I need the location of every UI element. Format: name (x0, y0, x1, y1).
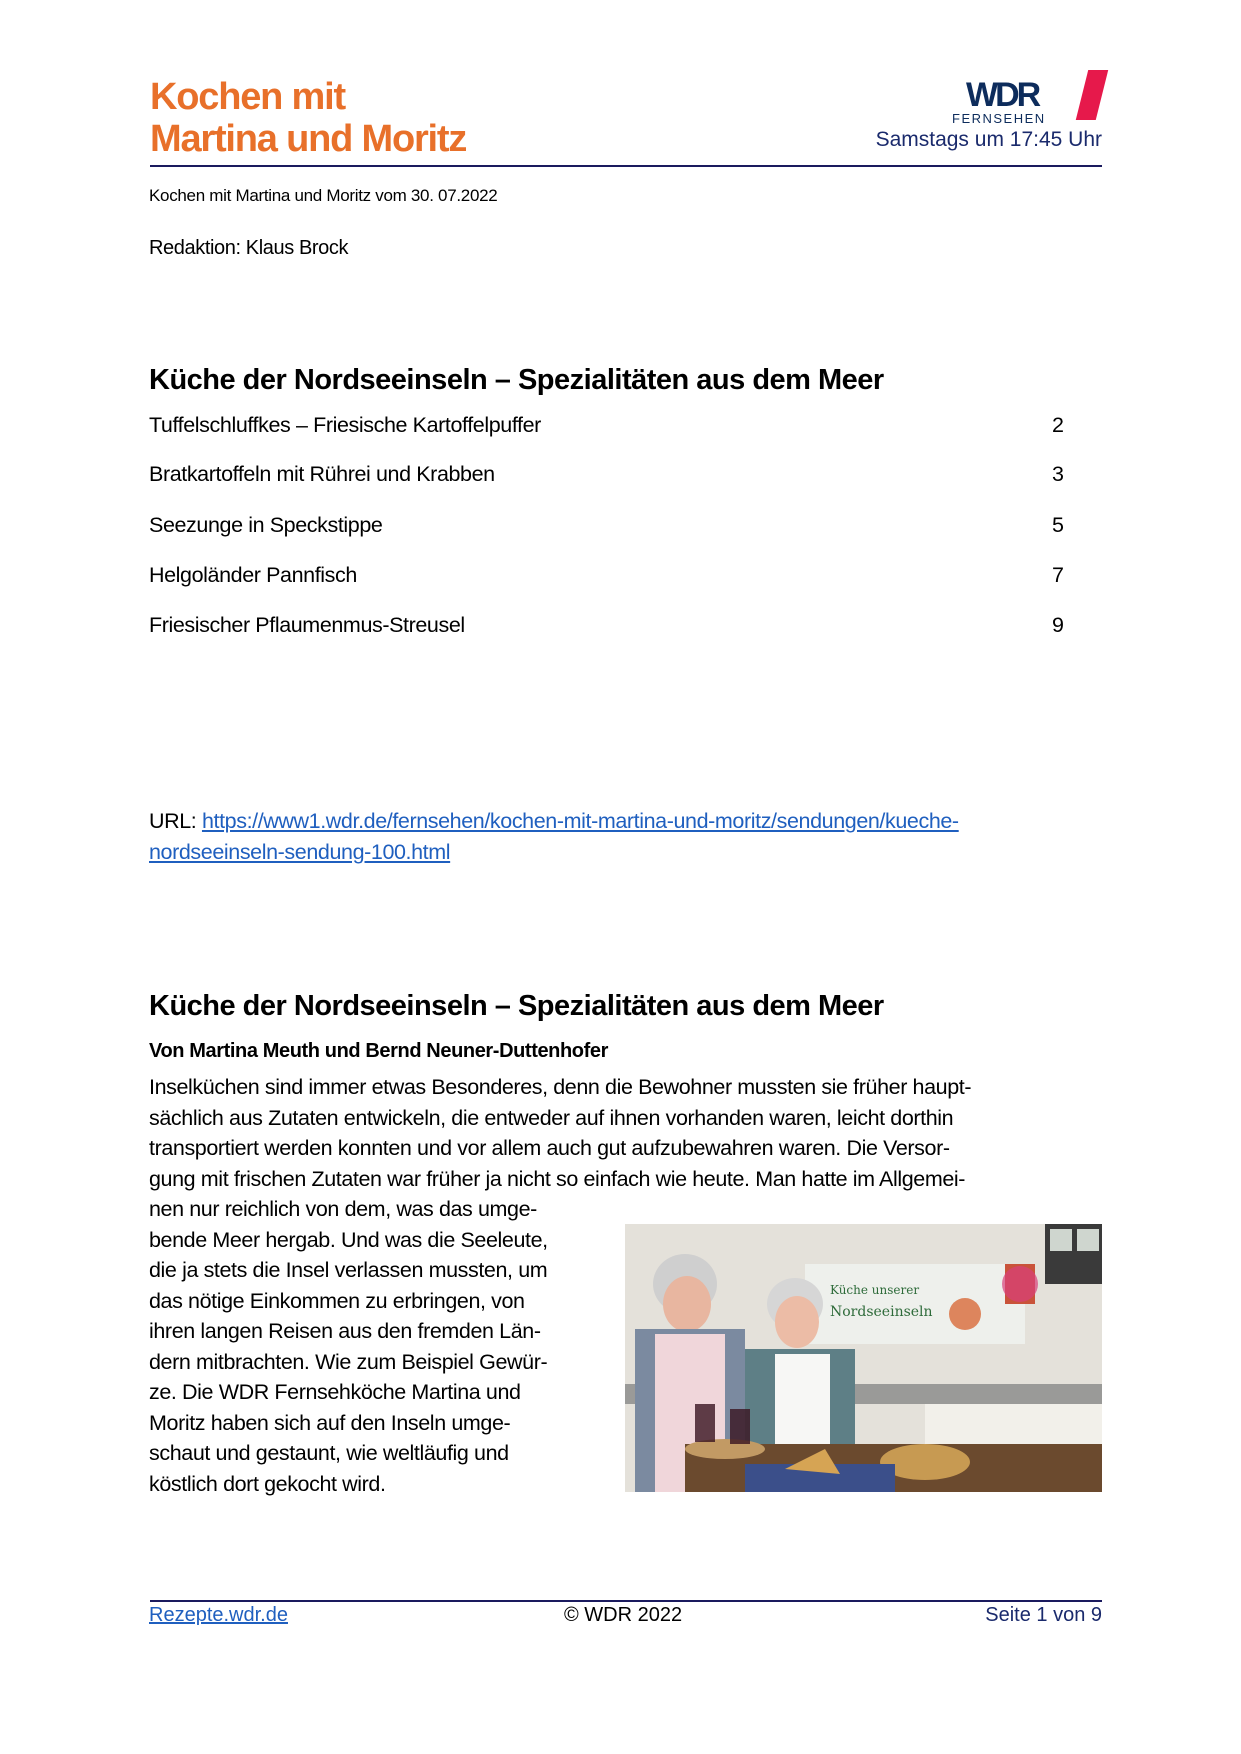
text-line: gung mit frischen Zutaten war früher ja nicht so einfach wie heute. Man hatte im Allgemei- (149, 1166, 966, 1191)
toc-page: 2 (1052, 413, 1064, 437)
toc-item[interactable]: Helgoländer Pannfisch (149, 563, 357, 587)
footer-link[interactable]: Rezepte.wdr.de (149, 1604, 288, 1626)
cooking-photo (625, 1224, 1102, 1492)
toc-item[interactable]: Bratkartoffeln mit Rührei und Krabben (149, 462, 495, 486)
header-divider (150, 165, 1102, 167)
text-line: schaut und gestaunt, wie weltläufig und (149, 1441, 509, 1465)
toc-page: 9 (1052, 613, 1064, 637)
text-line: ihren langen Reisen aus den fremden Län- (149, 1319, 541, 1343)
toc-page: 5 (1052, 513, 1064, 537)
text-line: köstlich dort gekocht wird. (149, 1471, 386, 1496)
episode-info: Kochen mit Martina und Moritz vom 30. 07.2022 (149, 186, 498, 205)
url-line-2 (149, 840, 450, 865)
brand-line-2: Martina und Moritz (150, 118, 467, 160)
url-line-1 (149, 809, 959, 834)
copyright: © WDR 2022 (564, 1604, 683, 1626)
logo-slash-icon (1076, 70, 1108, 120)
text-line: transportiert werden konnten und vor allem auch gut aufzubewahren waren. Die Versor- (149, 1136, 950, 1160)
text-line: ze. Die WDR Fernsehköche Martina und (149, 1380, 521, 1404)
svg-text:Nordseeinseln: Nordseeinseln (830, 1304, 933, 1320)
toc-title: Küche der Nordseeinseln – Spezialitäten aus dem Meer (149, 364, 884, 396)
photo-illustration (625, 1224, 1102, 1492)
toc-page: 3 (1052, 462, 1064, 486)
editor: Redaktion: Klaus Brock (149, 237, 349, 259)
toc-item[interactable]: Seezunge in Speckstippe (149, 513, 383, 537)
logo-text: WDR (966, 76, 1039, 114)
article-title: Küche der Nordseeinseln – Spezialitäten aus dem Meer (149, 990, 884, 1022)
toc-item[interactable]: Friesischer Pflaumenmus-Streusel (149, 613, 465, 637)
byline: Von Martina Meuth und Bernd Neuner-Duttenhofer (149, 1040, 608, 1062)
text-line: die ja stets die Insel verlassen mussten, um (149, 1258, 548, 1282)
text-line: Inselküchen sind immer etwas Besonderes, denn die Bewohner mussten sie früher haupt- (149, 1075, 972, 1099)
text-line: Moritz haben sich auf den Inseln umge- (149, 1410, 511, 1435)
toc-item[interactable]: Tuffelschluffkes – Friesische Kartoffelpuffer (149, 413, 541, 437)
page-number: Seite 1 von 9 (985, 1604, 1102, 1626)
url-label: URL: (149, 809, 197, 833)
photo-sign-text: Küche unserer (830, 1283, 920, 1297)
footer-divider (150, 1600, 1102, 1602)
text-line: bende Meer hergab. Und was die Seeleute, (149, 1227, 548, 1252)
logo-sub: FERNSEHEN (952, 111, 1046, 126)
text-line: nen nur reichlich von dem, was das umge- (149, 1197, 537, 1221)
text-line: sächlich aus Zutaten entwickeln, die entweder auf ihnen vorhanden waren, leicht dorthin (149, 1105, 954, 1130)
brand-title (150, 76, 466, 160)
wdr-logo (952, 68, 1102, 128)
toc-page: 7 (1052, 563, 1064, 587)
text-line: das nötige Einkommen zu erbringen, von (149, 1288, 525, 1313)
airtime: Samstags um 17:45 Uhr (875, 128, 1102, 151)
url-link[interactable]: https://www1.wdr.de/fernsehen/kochen-mit-martina-und-moritz/sendungen/kueche- (201, 809, 959, 833)
brand-line-1: Kochen mit (150, 76, 345, 118)
url-link-cont[interactable]: nordseeinseln-sendung-100.html (149, 840, 451, 864)
text-line: dern mitbrachten. Wie zum Beispiel Gewür- (149, 1349, 548, 1374)
